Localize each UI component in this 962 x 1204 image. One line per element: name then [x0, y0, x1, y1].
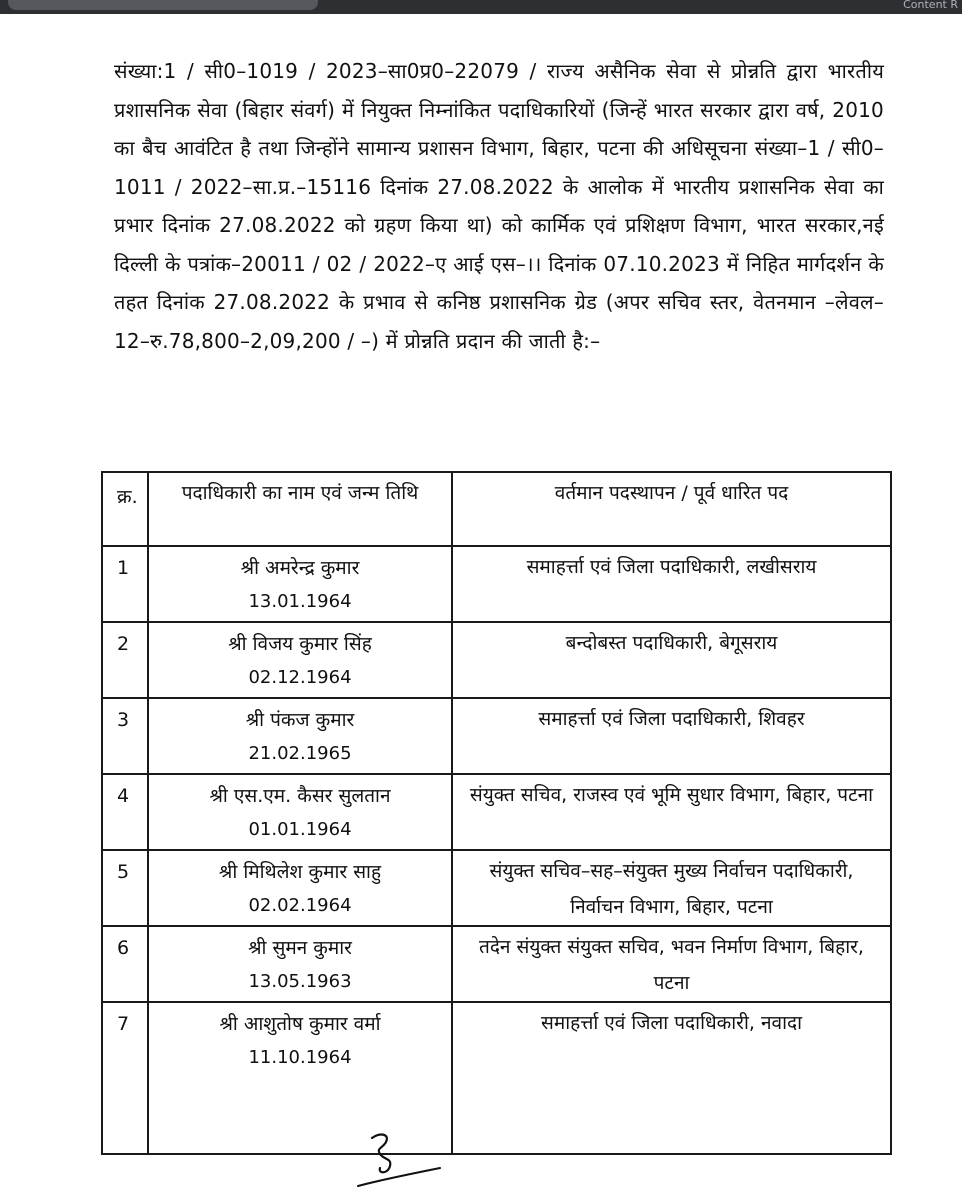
- officer-name: श्री पंकज कुमार: [245, 709, 355, 731]
- table-row: [102, 1002, 891, 1154]
- row-post-cell: [452, 546, 891, 622]
- officer-post: संयुक्त सचिव, राजस्व एवं भूमि सुधार विभाग, बिहार, पटना: [469, 784, 874, 806]
- table-row: [102, 698, 891, 774]
- officer-post: बन्दोबस्त पदाधिकारी, बेगूसराय: [565, 632, 778, 654]
- row-post-cell: [452, 1002, 891, 1154]
- handwritten-signature: [350, 1124, 450, 1194]
- row-serial: 4: [102, 774, 148, 850]
- officer-post: समाहर्त्ता एवं जिला पदाधिकारी, शिवहर: [538, 708, 805, 730]
- row-name-cell: [148, 622, 452, 698]
- row-serial: 6: [102, 926, 148, 1002]
- officer-dob: 13.01.1964: [248, 591, 352, 612]
- table-row: [102, 622, 891, 698]
- row-serial: 3: [102, 698, 148, 774]
- officer-name: श्री मिथिलेश कुमार साहु: [218, 861, 382, 883]
- row-serial: 1: [102, 546, 148, 622]
- officer-name: श्री एस.एम. कैसर सुलतान: [209, 785, 391, 807]
- officer-name: श्री सुमन कुमार: [248, 937, 352, 959]
- officer-dob: 13.05.1963: [248, 971, 352, 992]
- row-serial: 7: [102, 1002, 148, 1154]
- officer-post: संयुक्त सचिव–सह–संयुक्त मुख्य निर्वाचन पदाधिकारी, निर्वाचन विभाग, बिहार, पटना: [489, 860, 854, 918]
- row-serial: 2: [102, 622, 148, 698]
- table-row: [102, 850, 891, 926]
- row-post-cell: [452, 622, 891, 698]
- row-post-cell: [452, 926, 891, 1002]
- officer-dob: 11.10.1964: [248, 1047, 352, 1068]
- table-row: [102, 774, 891, 850]
- officer-name: श्री आशुतोष कुमार वर्मा: [219, 1013, 381, 1035]
- row-post-cell: [452, 698, 891, 774]
- row-name-cell: [148, 926, 452, 1002]
- table-header-row: [102, 472, 891, 546]
- officer-dob: 21.02.1965: [248, 743, 352, 764]
- row-post-cell: [452, 850, 891, 926]
- officer-post: समाहर्त्ता एवं जिला पदाधिकारी, लखीसराय: [526, 556, 817, 578]
- overlay-watermark-text: Content R: [903, 0, 958, 11]
- row-post-cell: [452, 774, 891, 850]
- row-serial: 5: [102, 850, 148, 926]
- header-serial: क्र.: [102, 472, 148, 546]
- header-posting: वर्तमान पदस्थापन / पूर्व धारित पद: [452, 472, 891, 546]
- table-row: [102, 546, 891, 622]
- row-name-cell: [148, 774, 452, 850]
- table-row: [102, 926, 891, 1002]
- header-name-dob: पदाधिकारी का नाम एवं जन्म तिथि: [148, 472, 452, 546]
- officer-post: समाहर्त्ता एवं जिला पदाधिकारी, नवादा: [540, 1012, 802, 1034]
- top-overlay-bar: [0, 0, 962, 14]
- row-name-cell: [148, 698, 452, 774]
- officer-name: श्री अमरेन्द्र कुमार: [240, 557, 360, 579]
- row-name-cell: [148, 546, 452, 622]
- officer-dob: 02.12.1964: [248, 667, 352, 688]
- row-name-cell: [148, 850, 452, 926]
- officer-dob: 01.01.1964: [248, 819, 352, 840]
- officers-table: [101, 471, 892, 1155]
- officer-name: श्री विजय कुमार सिंह: [228, 633, 372, 655]
- notification-paragraph: संख्या:1 / सी0–1019 / 2023–सा0प्र0–22079 / राज्य असैनिक सेवा से प्रोन्नति द्वारा भारतीय प्रशासनिक सेवा (बिहार संवर्ग) में नियुक्त निम्नांकित पदाधिकारियों (जिन्हें भारत सरकार द्वारा वर्ष, 2010 का बैच आवंटित है तथा जिन्होंने सामान्य प्रशासन विभाग, बिहार, पटना की अधिसूचना संख्या–1 / सी0–1011 / 2022–सा.प्र.–15116 दिनांक 27.08.2022 के आलोक में भारतीय प्रशासनिक सेवा का प्रभार दिनांक 27.08.2022 को ग्रहण किया था) को कार्मिक एवं प्रशिक्षण विभाग, भारत सरकार,नई दिल्ली के पत्रांक–20011 / 02 / 2022–ए आई एस–।। दिनांक 07.10.2023 में निहित मार्गदर्शन के तहत दिनांक 27.08.2022 के प्रभाव से कनिष्ठ प्रशासनिक ग्रेड (अपर सचिव स्तर, वेतनमान –लेवल–12–रु.78,800–2,09,200 / –) में प्रोन्नति प्रदान की जाती है:–: [114, 59, 884, 353]
- officer-post: तदेन संयुक्त संयुक्त सचिव, भवन निर्माण विभाग, बिहार, पटना: [479, 936, 864, 994]
- officer-dob: 02.02.1964: [248, 895, 352, 916]
- blurred-url-bar: [8, 0, 318, 10]
